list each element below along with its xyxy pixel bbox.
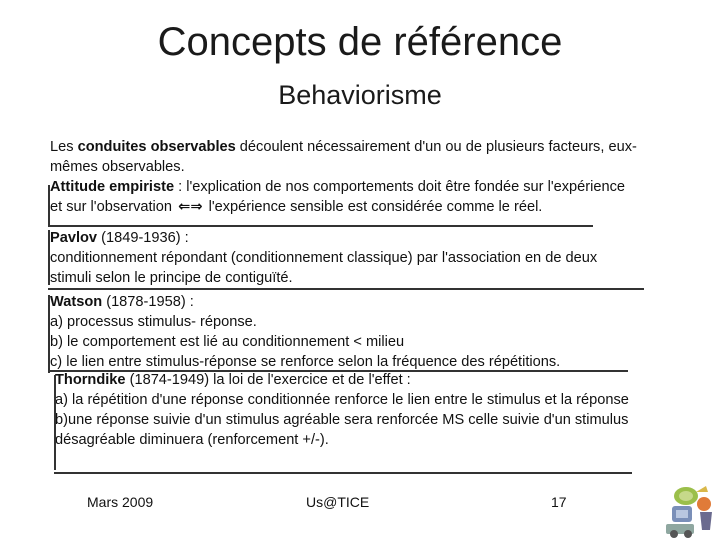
pavlov-name: Pavlov (50, 230, 98, 246)
block-border-bottom (48, 288, 644, 290)
block-border-bottom (48, 225, 593, 227)
page-number: 17 (551, 494, 567, 510)
block-border-left (48, 295, 50, 373)
block-border-left (48, 230, 50, 285)
watson-dates: (1878-1958) : (102, 294, 194, 310)
footer-date: Mars 2009 (87, 494, 154, 510)
pavlov-line-3: stimuli selon le principe de contiguïté. (50, 270, 293, 286)
thorndike-block (55, 370, 695, 450)
block-border-left (48, 185, 50, 225)
thorndike-name: Thorndike (55, 372, 126, 388)
pavlov-block (50, 228, 690, 288)
list-item: a) processus stimulus- réponse. (50, 314, 257, 330)
double-arrow-icon: ⇐⇒ (178, 199, 203, 215)
intro-block (50, 137, 700, 217)
intro-line-4 (50, 197, 700, 217)
slide-subtitle: Behaviorisme (278, 80, 442, 110)
thorndike-line-2: a) la répétition d'une réponse conditionnée renforce le lien entre le stimulus et la réponse (55, 392, 629, 408)
watson-block (50, 292, 690, 372)
intro-bold: conduites observables (77, 139, 236, 155)
slide-title: Concepts de référence (157, 20, 563, 64)
thorndike-rest: (1874-1949) la loi de l'exercice et de l'effet : (125, 372, 411, 388)
footer-center: Us@TICE (306, 494, 370, 510)
thorndike-line-3: b)une réponse suivie d'un stimulus agréable sera renforcée MS celle suivie d'un stimulus (55, 412, 629, 428)
block-border-left (54, 375, 56, 470)
intro-pre: Les (50, 139, 78, 155)
intro-rest: découlent nécessairement d'un ou de plusieurs facteurs, eux- (235, 139, 637, 155)
watson-name: Watson (50, 294, 103, 310)
empiricism-bold: Attitude empiriste (50, 179, 175, 195)
empiricism-rest: : l'explication de nos comportements doit être fondée sur l'expérience (174, 179, 625, 195)
block-border-bottom (54, 472, 632, 474)
thorndike-line-4: désagréable diminuera (renforcement +/-). (55, 432, 329, 448)
list-item: c) le lien entre stimulus-réponse se renforce selon la fréquence des répétitions. (50, 354, 561, 370)
observation-rest: l'expérience sensible est considérée comme le réel. (204, 199, 543, 215)
intro-line-3 (50, 177, 700, 197)
pavlov-line-2: conditionnement répondant (conditionnement classique) par l'association en de deux (50, 250, 598, 266)
decorative-logo-icon (660, 482, 720, 540)
observation-pre: et sur l'observation (50, 199, 177, 215)
watson-heading (50, 292, 690, 312)
thorndike-heading (55, 370, 695, 390)
pavlov-dates: (1849-1936) : (97, 230, 189, 246)
list-item: b) le comportement est lié au conditionnement < milieu (50, 334, 405, 350)
intro-line-2: mêmes observables. (50, 159, 185, 175)
pavlov-heading (50, 228, 690, 248)
intro-line-1 (50, 137, 700, 157)
